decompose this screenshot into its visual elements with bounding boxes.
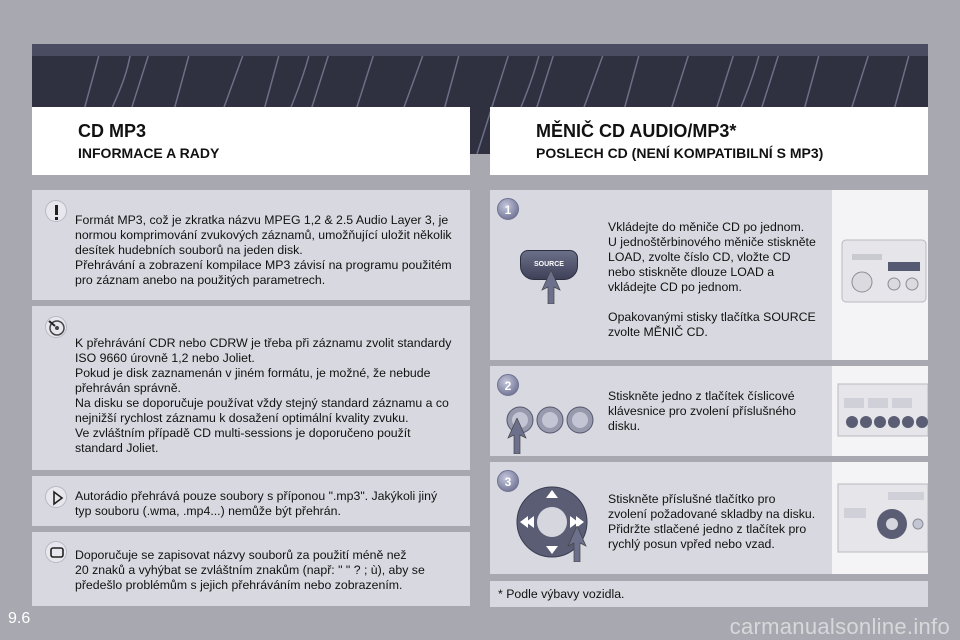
text-line: přehráván správně. [75,381,181,395]
footnote-text: * Podle výbavy vozidla. [498,587,625,601]
page-number: 9.6 [8,610,31,627]
note-icon [45,541,67,563]
text-line: klávesnice pro zvolení příslušného [608,404,796,418]
text-line: U jednoštěrbinového měniče stiskněte [608,235,816,249]
section-subtitle: POSLECH CD (NENÍ KOMPATIBILNÍ S MP3) [536,145,824,161]
text-line: desítek hudebních souborů na jeden disk. [75,243,303,257]
section-subtitle: INFORMACE A RADY [78,145,220,161]
text-line: Autorádio přehrává pouze soubory s příponou ".mp3". Jakýkoli jiný [75,489,438,503]
text-line: Formát MP3, což je zkratka názvu MPEG 1,2 & 2.5 Audio Layer 3, je [75,213,449,227]
right-header [490,107,928,175]
text-line: nejnižší rychlost záznamu k dosažení optimální kvality zvuku. [75,411,409,425]
step-1-panel [490,190,928,360]
text-line: Přidržte stlačené jedno z tlačítek pro [608,522,807,536]
text-line: vkládejte CD po jednom. [608,280,742,294]
exclamation-icon [45,200,67,222]
section-title: MĚNIČ CD AUDIO/MP3* [536,121,737,141]
text-line: normou komprimování zvukových záznamů, umožňující uložit několik [75,228,452,242]
text-line: 20 znaků a vyhýbat se zvláštním znakům (např: " " ? ; ù), aby se [75,563,425,577]
text-line: Doporučuje se zapisovat názvy souborů za použití méně než [75,548,407,562]
text-line: LOAD, zvolte číslo CD, vložte CD [608,250,791,264]
text-line: pro záznam anebo na použitých parametrech. [75,273,326,287]
step-2-panel [490,366,928,456]
text-line: Ve zvláštním případě CD multi-sessions je doporučeno použít [75,426,411,440]
info-panel-mp3-format [32,190,470,300]
text-line: Stiskněte jedno z tlačítek číslicové [608,389,795,403]
radio-photo [832,366,928,456]
text-line: Na disku se doporučuje používat vždy stejný standard záznamu a co [75,396,449,410]
text-line: zvolte MĚNIČ CD. [608,325,708,339]
text-line: Stiskněte příslušné tlačítko pro [608,492,776,506]
play-icon [45,486,67,508]
step-number-badge: 3 [497,470,519,492]
text-line: standard Joliet. [75,441,159,455]
text-line: Opakovanými stisky tlačítka SOURCE [608,310,816,324]
source-label: SOURCE [534,261,564,268]
arrow-up-icon [540,270,562,304]
info-panel-cdr-standards [32,306,470,470]
text-line: Přehrávání a zobrazení kompilace MP3 závisí na programu použitém [75,258,452,272]
text-line: zvolení požadované skladby na disku. [608,507,816,521]
info-panel-file-names [32,532,470,606]
text-line: typ souboru (.wma, .mp4...) nemůže být přehrán. [75,504,341,518]
text-line: ISO 9660 úrovně 1,2 nebo Joliet. [75,351,255,365]
arrow-up-icon [506,418,528,454]
info-panel-file-types [32,476,470,526]
text-line: rychlý posun vpřed nebo vzad. [608,537,775,551]
left-header [32,107,470,175]
watermark: carmanualsonline.info [729,614,950,639]
text-line: disku. [608,419,641,433]
text-line: předešlo problémům s jejich přehráváním nebo zobrazením. [75,578,403,592]
step-number-badge: 1 [497,198,519,220]
text-line [608,295,816,310]
radio-photo [832,190,928,360]
text-line: K přehrávání CDR nebo CDRW je třeba při záznamu zvolit standardy [75,336,452,350]
disc-icon [45,316,67,338]
step-3-panel [490,462,928,574]
text-line: nebo stiskněte dlouze LOAD a [608,265,775,279]
radio-photo [832,462,928,574]
text-line: Pokud je disk zaznamenán v jiném formátu, je možné, že nebude [75,366,431,380]
footnote-panel [490,581,928,607]
text-line: Vkládejte do měniče CD po jednom. [608,220,805,234]
arrow-up-icon [566,526,588,562]
step-number-badge: 2 [497,374,519,396]
section-title: CD MP3 [78,121,147,141]
